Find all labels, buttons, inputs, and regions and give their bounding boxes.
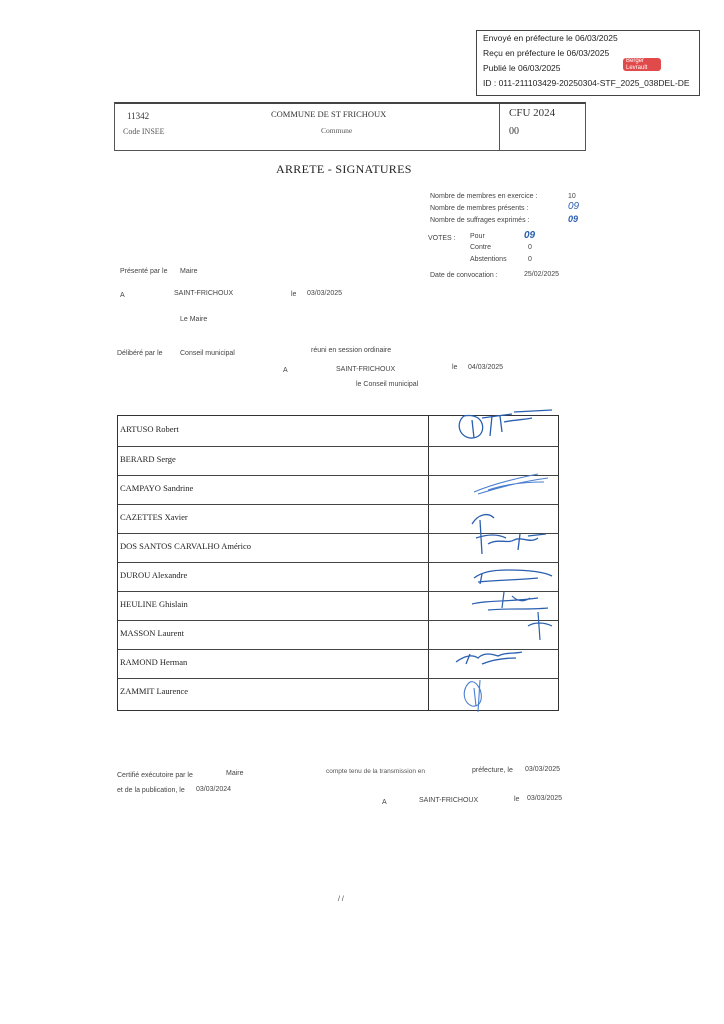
signature-zammit [456, 674, 506, 716]
deliberated-a: A [283, 367, 288, 374]
page-title: ARRETE - SIGNATURES [276, 162, 412, 176]
publication-label: et de la publication, le [117, 787, 185, 794]
stamp-sent-date: Envoyé en préfecture le 06/03/2025 [483, 33, 618, 43]
signature-ramond [452, 642, 542, 668]
prefecture-label: préfecture, le [472, 767, 513, 774]
member-name: BERARD Serge [120, 454, 176, 464]
stamp-published-date: Publié le 06/03/2025 [483, 63, 561, 73]
signature-cazettes-dossantos [458, 504, 558, 560]
members-value: 10 [568, 193, 576, 200]
presented-le: le [291, 291, 297, 298]
signature-artuso [452, 406, 562, 446]
votes-value: 09 [568, 214, 579, 224]
member-name: ARTUSO Robert [120, 424, 179, 434]
commune-name: COMMUNE DE ST FRICHOUX [271, 109, 387, 119]
contre-label: Contre [470, 244, 492, 251]
footer-date: 03/03/2025 [527, 795, 563, 802]
abstentions-label: Abstentions [470, 256, 507, 263]
document-header [114, 102, 586, 151]
deliberated-signer: le Conseil municipal [356, 381, 419, 388]
certified-by: Maire [226, 770, 244, 777]
present-value: 09 [568, 201, 580, 212]
deliberated-label: Délibéré par le [117, 350, 163, 357]
footer-place: SAINT-FRICHOUX [419, 797, 479, 804]
transmission-label: compte tenu de la transmission en [326, 768, 425, 775]
footer-le: le [514, 796, 520, 803]
present-label: Nombre de membres présents : [430, 205, 529, 212]
presented-a: A [120, 292, 125, 299]
insee-label: Code INSEE [123, 127, 165, 136]
presented-label: Présenté par le [120, 268, 168, 275]
presented-signer: Le Maire [180, 316, 208, 323]
member-name: ZAMMIT Laurence [120, 686, 189, 696]
prefecture-stamp [476, 30, 700, 96]
signature-heuline-masson [468, 586, 568, 646]
signature-durou [468, 562, 558, 588]
deliberated-session: réuni en session ordinaire [311, 347, 392, 354]
insee-code: 11342 [127, 111, 150, 121]
member-name: DUROU Alexandre [120, 570, 188, 580]
deliberated-place: SAINT-FRICHOUX [336, 366, 396, 373]
votes-label: Nombre de suffrages exprimés : [430, 217, 530, 224]
member-name: CAZETTES Xavier [120, 512, 188, 522]
stamp-id: ID : 011-211103429-20250304-STF_2025_038DEL-DE [483, 78, 690, 88]
reference-sub: 00 [509, 126, 519, 137]
member-name: MASSON Laurent [120, 628, 184, 638]
page-mark: / / [338, 896, 344, 903]
footer-a: A [382, 799, 387, 806]
deliberated-le: le [452, 364, 458, 371]
abstentions-value: 0 [528, 256, 532, 263]
presented-date: 03/03/2025 [307, 290, 343, 297]
presented-by: Maire [180, 268, 198, 275]
commune-label: Commune [321, 126, 353, 135]
convocation-label: Date de convocation : [430, 272, 498, 279]
deliberated-by: Conseil municipal [180, 350, 235, 357]
publication-date: 03/03/2024 [196, 786, 232, 793]
prefecture-date: 03/03/2025 [525, 766, 561, 773]
member-name: RAMOND Herman [120, 657, 188, 667]
reference-code: CFU 2024 [509, 107, 556, 119]
members-label: Nombre de membres en exercice : [430, 193, 538, 200]
berger-levrault-logo: Berger Levrault [623, 58, 661, 71]
member-name: DOS SANTOS CARVALHO Américo [120, 541, 252, 551]
votes-title: VOTES : [428, 235, 456, 242]
contre-value: 0 [528, 244, 532, 251]
deliberated-date: 04/03/2025 [468, 364, 504, 371]
convocation-date: 25/02/2025 [524, 271, 560, 278]
pour-value: 09 [524, 230, 536, 241]
pour-label: Pour [470, 233, 485, 240]
member-name: HEULINE Ghislain [120, 599, 188, 609]
presented-place: SAINT-FRICHOUX [174, 290, 234, 297]
header-divider [499, 104, 500, 150]
stamp-received-date: Reçu en préfecture le 06/03/2025 [483, 48, 610, 58]
certified-label: Certifié exécutoire par le [117, 772, 193, 779]
signature-campayo [468, 470, 558, 498]
member-name: CAMPAYO Sandrine [120, 483, 194, 493]
signature-table [117, 415, 559, 711]
